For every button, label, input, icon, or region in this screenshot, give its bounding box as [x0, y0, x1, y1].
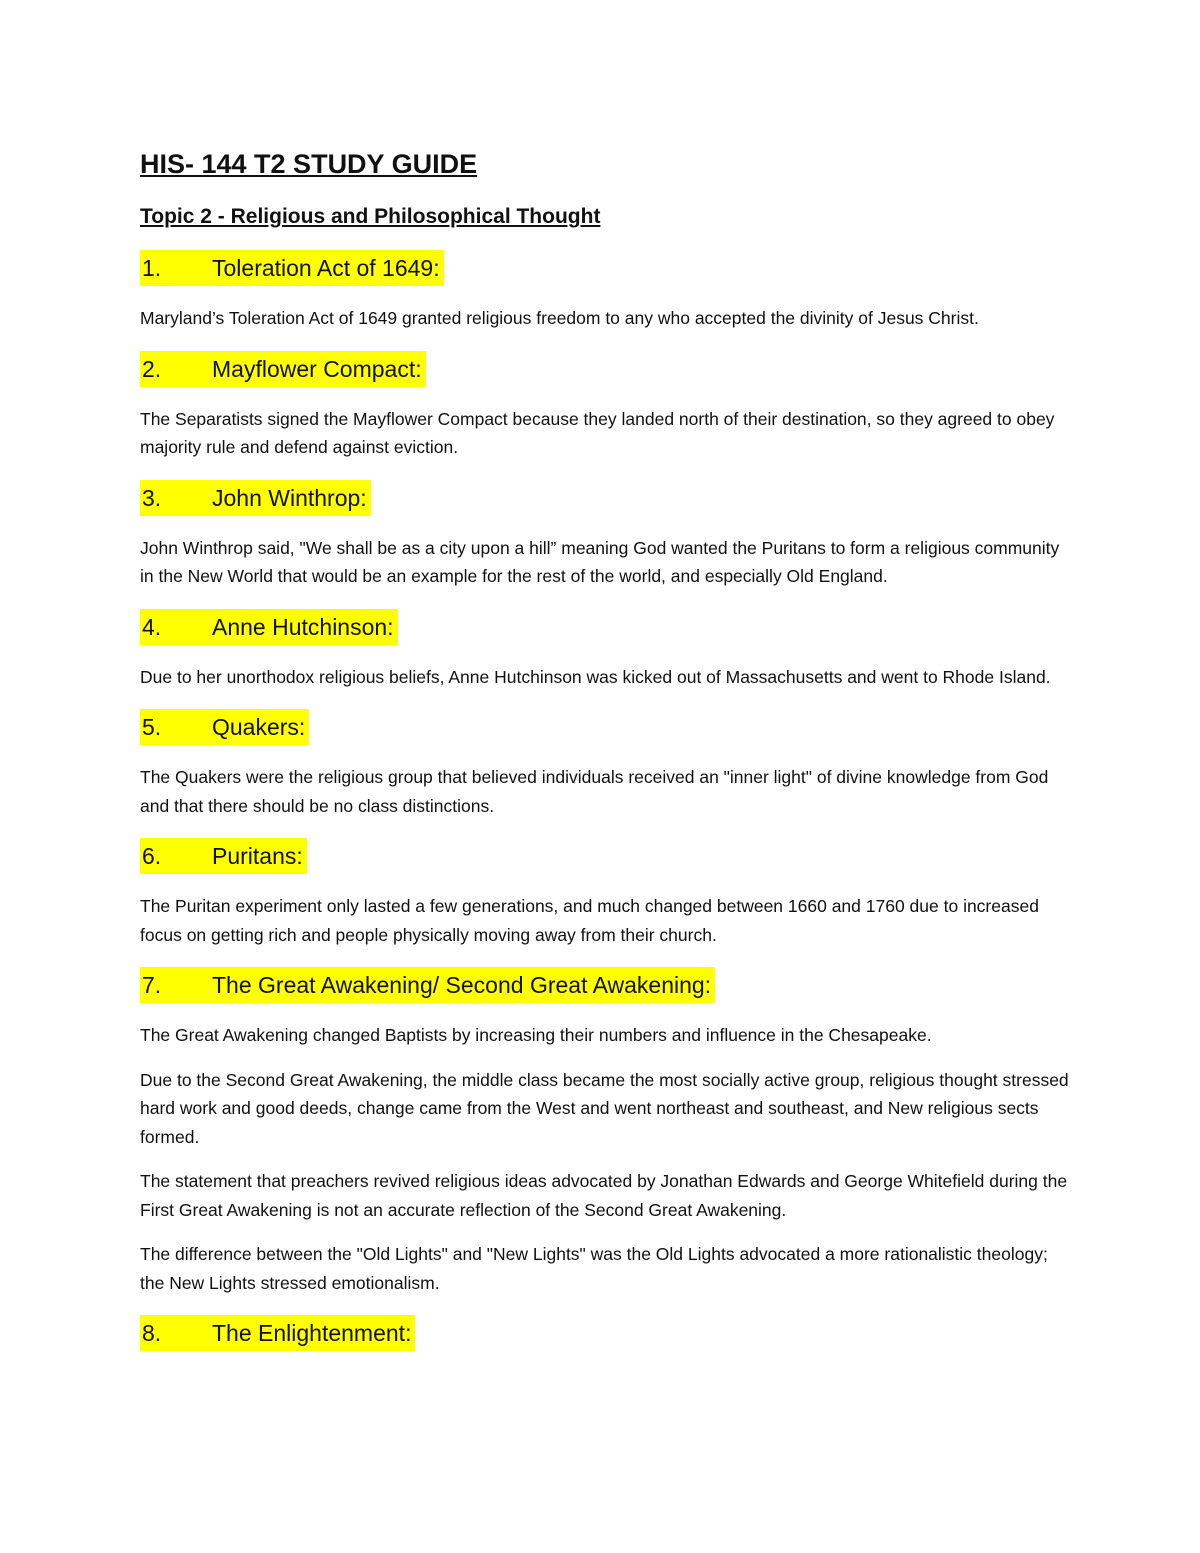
- highlighted-heading: [140, 250, 444, 286]
- section-toleration-act: [140, 250, 1070, 333]
- section-number: 6.: [142, 843, 162, 869]
- highlighted-heading: [140, 967, 715, 1003]
- highlighted-heading: [140, 609, 398, 645]
- section-number: 1.: [142, 255, 162, 281]
- section-number: 7.: [142, 972, 162, 998]
- paragraph: The Separatists signed the Mayflower Compact because they landed north of their destination, so they agreed to obey majority rule and defend against eviction.: [140, 408, 1055, 457]
- paragraph: The Great Awakening changed Baptists by increasing their numbers and influence in the Chesapeake.: [140, 1025, 932, 1045]
- document-title: HIS- 144 T2 STUDY GUIDE: [140, 149, 478, 179]
- section-number: 3.: [142, 484, 162, 511]
- section-puritans: [140, 838, 1070, 949]
- section-quakers: [140, 709, 1070, 820]
- section-heading-text: Mayflower Compact:: [212, 355, 422, 382]
- highlighted-heading: [140, 709, 309, 745]
- section-number: 5.: [142, 714, 162, 740]
- highlighted-heading: [140, 480, 371, 516]
- paragraph: The Quakers were the religious group that believed individuals received an "inner light" of divine knowledge from God and that there should be no class distinctions.: [140, 767, 1049, 816]
- section-heading: [140, 609, 1070, 649]
- section-number: 2.: [142, 355, 162, 382]
- highlighted-heading: [140, 351, 426, 387]
- highlighted-heading: [140, 1315, 415, 1351]
- section-number: 8.: [142, 1320, 162, 1346]
- section-heading-text: Anne Hutchinson:: [212, 613, 394, 640]
- section-heading-text: Toleration Act of 1649:: [212, 255, 440, 281]
- paragraph: The statement that preachers revived religious ideas advocated by Jonathan Edwards and George Whitefield during the First Great Awakening is not an accurate reflection of the Second Great Awakening.: [140, 1171, 1068, 1220]
- document-subtitle: Topic 2 - Religious and Philosophical Thought: [140, 205, 601, 228]
- section-anne-hutchinson: [140, 609, 1070, 692]
- section-heading-text: The Enlightenment:: [212, 1320, 412, 1346]
- section-enlightenment: [140, 1315, 1070, 1355]
- section-number: 4.: [142, 613, 162, 640]
- section-heading: [140, 967, 1070, 1007]
- section-great-awakening: [140, 967, 1070, 1297]
- document-page: [140, 140, 1070, 1355]
- paragraph: The difference between the "Old Lights" and "New Lights" was the Old Lights advocated a more rationalistic theology; the New Lights stressed emotionalism.: [140, 1244, 1048, 1293]
- section-mayflower-compact: [140, 351, 1070, 462]
- section-heading: [140, 250, 1070, 290]
- section-john-winthrop: [140, 480, 1070, 591]
- paragraph: Due to her unorthodox religious beliefs, Anne Hutchinson was kicked out of Massachusetts and went to Rhode Island.: [140, 666, 1051, 687]
- section-heading-text: Quakers:: [212, 714, 306, 740]
- section-heading: [140, 351, 1070, 391]
- section-heading-text: The Great Awakening/ Second Great Awakening:: [212, 972, 712, 998]
- section-heading: [140, 709, 1070, 749]
- paragraph: The Puritan experiment only lasted a few generations, and much changed between 1660 and 1760 due to increased focus on getting rich and people physically moving away from their church.: [140, 896, 1039, 945]
- section-heading: [140, 480, 1070, 520]
- paragraph: Maryland’s Toleration Act of 1649 granted religious freedom to any who accepted the divinity of Jesus Christ.: [140, 308, 979, 328]
- section-heading-text: Puritans:: [212, 843, 303, 869]
- section-heading: [140, 1315, 1070, 1355]
- section-heading-text: John Winthrop:: [212, 484, 367, 511]
- section-heading: [140, 838, 1070, 878]
- highlighted-heading: [140, 838, 307, 874]
- paragraph: Due to the Second Great Awakening, the middle class became the most socially active group, religious thought stressed hard work and good deeds, change came from the West and went northeast and southeast, and New religious sects formed.: [140, 1069, 1069, 1147]
- paragraph: John Winthrop said, "We shall be as a city upon a hill” meaning God wanted the Puritans to form a religious community in the New World that would be an example for the rest of the world, and especially Old England.: [140, 537, 1060, 586]
